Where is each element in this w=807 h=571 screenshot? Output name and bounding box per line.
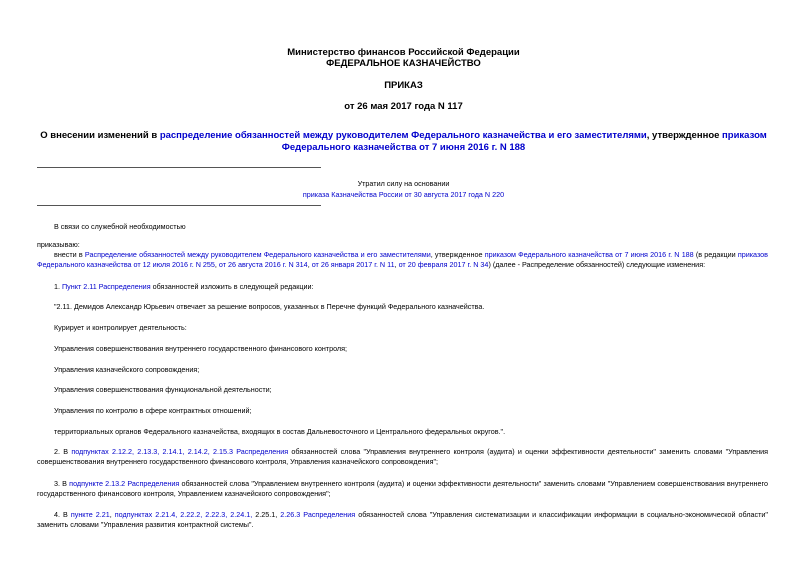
text-fragment: , [214, 260, 219, 269]
list-item: Управления совершенствования внутреннего государственного финансового контроля; [54, 344, 348, 353]
text-fragment: 2. В [54, 447, 72, 456]
list-item: Управления казначейского сопровождения; [54, 365, 200, 374]
divider-top [37, 167, 321, 168]
document-title [0, 130, 807, 154]
link-order-34[interactable]: от 20 февраля 2017 г. N 34 [398, 260, 489, 269]
text-fragment: обязанностей слова "Управления внутреннего контроля (аудита) и оценки эффективности деятельности" заменить словами "Управления совершенствования внутреннего государственного финансового контроля, Управления казначейского сопровождения"; [37, 447, 768, 466]
text-fragment: обязанностей слова "Управления систематизации и классификации информации в социально-экономической области" заменить словами "Управления развития контрактной системы". [37, 510, 768, 529]
text-fragment: , утвержденное [430, 250, 485, 259]
paragraph-order: приказываю: [37, 240, 80, 249]
title-link-order-date[interactable]: Федерального казначейства от 7 июня 2016 г. N 188 [281, 142, 526, 153]
text-fragment: 3. В [54, 479, 70, 488]
text-fragment: ) (далее - Распределение обязанностей) следующие изменения: [488, 260, 706, 269]
status-link[interactable]: приказа Казначейства России от 30 августа 2017 года N 220 [302, 190, 505, 199]
text-fragment: , [307, 260, 312, 269]
text-fragment: 2.25.1, [252, 510, 281, 519]
link-distribution[interactable]: Распределение обязанностей между руководителем Федерального казначейства и его заместителями [84, 250, 431, 259]
divider-bottom [37, 205, 321, 206]
link-item-2-21[interactable]: пункте 2.21 [70, 510, 110, 519]
link-order-314[interactable]: от 26 августа 2016 г. N 314 [218, 260, 308, 269]
ministry-heading: Министерство финансов Российской Федерации [287, 47, 520, 58]
text-fragment: (в редакции [693, 250, 738, 259]
link-item-2-11[interactable]: Пункт 2.11 Распределения [62, 282, 151, 291]
link-subitem-2-13-2[interactable]: подпункте 2.13.2 Распределения [69, 479, 180, 488]
paragraph-supervises: Курирует и контролирует деятельность: [54, 323, 187, 332]
text-fragment: обязанностей изложить в следующей редакции: [150, 282, 314, 291]
title-link-distribution[interactable]: распределение обязанностей между руководителем Федерального казначейства и его заместителями [159, 130, 647, 141]
text-fragment: внести в [54, 250, 85, 259]
agency-heading: ФЕДЕРАЛЬНОЕ КАЗНАЧЕЙСТВО [326, 58, 481, 69]
link-orders[interactable]: приказов [737, 250, 768, 259]
paragraph-necessity: В связи со служебной необходимостью [54, 222, 186, 231]
list-item: Управления по контролю в сфере контрактных отношений; [54, 406, 252, 415]
title-mid: , утвержденное [646, 130, 723, 141]
title-link-order[interactable]: приказом [722, 130, 767, 141]
text-fragment: 4. В [54, 510, 71, 519]
paragraph-2-11: "2.11. Демидов Александр Юрьевич отвечает за решение вопросов, указанных в Перечне функций Федерального казначейства. [54, 302, 485, 311]
link-subitems-2-12[interactable]: подпунктах 2.12.2, 2.13.3, 2.14.1, 2.14.2, 2.15.3 Распределения [71, 447, 289, 456]
list-item: территориальных органов Федерального казначейства, входящих в состав Дальневосточного и Центрального федеральных округов.". [54, 427, 506, 436]
paragraph-item-1 [54, 282, 314, 292]
text-fragment: , [394, 260, 399, 269]
paragraph-item-2 [37, 447, 768, 467]
text-fragment: обязанностей слова "Управлением внутреннего контроля (аудита) и оценки эффективности деятельности" заменить словами "Управлением совершенствования внутреннего государственного финансового контроля, Управлением казначейского сопровождения"; [37, 479, 768, 498]
list-item: Управления совершенствования функциональной деятельности; [54, 385, 272, 394]
document-date: от 26 мая 2017 года N 117 [344, 101, 463, 112]
link-order-255[interactable]: Федерального казначейства от 12 июля 2016 г. N 255 [37, 260, 215, 269]
link-order-188[interactable]: приказом Федерального казначейства от 7 июня 2016 г. N 188 [484, 250, 694, 259]
paragraph-item-3 [37, 479, 768, 499]
text-fragment: 1. [54, 282, 62, 291]
status-note: Утратил силу на основании [357, 179, 450, 188]
paragraph-amend [37, 250, 768, 270]
link-subitems-2-21-4[interactable]: подпунктах 2.21.4, 2.22.2, 2.22.3, 2.24.1, [114, 510, 253, 519]
link-order-11[interactable]: от 26 января 2017 г. N 11 [311, 260, 395, 269]
document-type: ПРИКАЗ [384, 80, 423, 91]
text-fragment: , [109, 510, 115, 519]
title-prefix: О внесении изменений в [40, 130, 160, 141]
paragraph-item-4 [37, 510, 768, 530]
link-subitem-2-26-3[interactable]: 2.26.3 Распределения [280, 510, 356, 519]
